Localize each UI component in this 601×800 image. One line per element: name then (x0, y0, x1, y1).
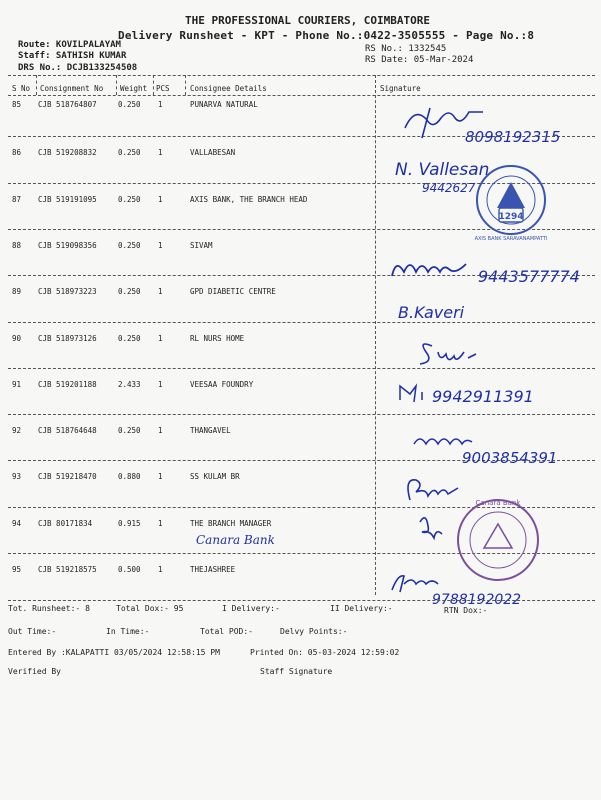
drs-number: DRS No.: DCJB133254508 (18, 63, 138, 73)
signature-95-icon (392, 576, 438, 592)
row-consignment-no: CJB 518764648 (38, 426, 97, 436)
hw-phone-85: 8098192315 (465, 128, 561, 146)
row-sno: 90 (12, 333, 22, 343)
hw-phone-95: 9788192022 (432, 592, 522, 608)
i-delivery: I Delivery:- (222, 604, 280, 613)
row-pcs: 1 (158, 426, 163, 436)
signature-94-icon (420, 518, 442, 538)
signature-90-icon (420, 344, 476, 364)
row-weight: 0.250 (118, 333, 141, 343)
row-consignment-no: CJB 519218575 (38, 565, 97, 574)
row-pcs: 1 (158, 333, 163, 343)
row-pcs: 1 (158, 194, 163, 204)
row-weight: 0.250 (118, 194, 141, 204)
hw-phone-86: 9442627 (422, 181, 476, 195)
row-sno: 95 (12, 565, 22, 574)
staff-label: Staff: SATHISH KUMAR (18, 51, 127, 61)
row-sno: 89 (12, 287, 22, 297)
svg-text:AXIS BANK SARAVANAMPATTI: AXIS BANK SARAVANAMPATTI (474, 236, 548, 242)
row-consignee: RL NURS HOME (190, 333, 245, 343)
row-weight: 0.250 (118, 148, 141, 158)
row-consignee: THE BRANCH MANAGER (190, 518, 272, 528)
row-pcs: 1 (158, 518, 163, 528)
row-consignment-no: CJB 518764807 (38, 100, 97, 109)
row-sno: 93 (12, 472, 22, 482)
runsheet-subtitle: Delivery Runsheet - KPT - Phone No.:0422-3505555 - Page No.:8 (118, 29, 535, 42)
row-weight: 0.250 (118, 287, 141, 297)
row-consignee: THANGAVEL (190, 426, 231, 436)
row-pcs: 1 (158, 100, 163, 109)
delvy-points: Delvy Points:- (280, 627, 348, 636)
row-pcs: 1 (158, 240, 163, 250)
row-consignee: VEESAA FOUNDRY (190, 379, 254, 389)
row-weight: 0.250 (118, 426, 141, 436)
signature-88-icon (392, 264, 466, 276)
signature-93-icon (408, 480, 458, 500)
row-weight: 0.880 (118, 472, 141, 482)
row-consignee: VALLABESAN (190, 148, 236, 158)
row-weight: 0.250 (118, 100, 141, 109)
col-header-consignee: Consignee Details (190, 84, 267, 93)
row-weight: 0.500 (118, 565, 141, 574)
verified-by: Verified By (8, 667, 61, 676)
canara-bank-stamp-icon (458, 499, 538, 580)
route-label: Route: KOVILPALAYAM (18, 40, 121, 50)
row-consignment-no: CJB 519098356 (38, 240, 97, 250)
hw-phone-92: 9003854391 (462, 449, 558, 467)
row-sno: 87 (12, 194, 22, 204)
row-pcs: 1 (158, 148, 163, 158)
hw-phone-91: 9942911391 (432, 387, 534, 406)
signature-91-icon (400, 386, 422, 402)
row-consignment-no: CJB 80171834 (38, 518, 93, 528)
row-sno: 86 (12, 148, 22, 158)
in-time: In Time:- (106, 627, 150, 636)
row-consignee: SS KULAM BR (190, 472, 240, 482)
axis-bank-stamp-icon (475, 166, 548, 242)
hw-phone-88: 9443577774 (478, 267, 580, 286)
hw-name-89: B.Kaveri (398, 303, 465, 322)
out-time: Out Time:- (8, 627, 57, 636)
row-sno: 94 (12, 518, 22, 528)
row-consignment-no: CJB 518973223 (38, 287, 97, 297)
row-consignment-no: CJB 519201188 (38, 379, 97, 389)
rs-date: RS Date: 05-Mar-2024 (365, 55, 474, 65)
total-dox: Total Dox:- 95 (116, 604, 184, 613)
row-consignee: SIVAM (190, 240, 213, 250)
row-consignment-no: CJB 519191095 (38, 194, 97, 204)
total-runsheet: Tot. Runsheet:- 8 (8, 604, 90, 613)
col-header-sno: S No (12, 84, 31, 93)
row-consignment-no: CJB 518973126 (38, 333, 97, 343)
row-pcs: 1 (158, 472, 163, 482)
row-consignee: GPD DIABETIC CENTRE (190, 287, 276, 297)
hw-note-94: Canara Bank (196, 533, 275, 547)
row-weight: 2.433 (118, 379, 141, 389)
entered-by: Entered By :KALAPATTI 03/05/2024 12:58:15 PM (8, 648, 220, 657)
footer-rule (8, 600, 595, 601)
row-consignment-no: CJB 519218470 (38, 472, 97, 482)
rtn-dox: RTN Dox:- (444, 606, 488, 615)
signature-92-icon (414, 439, 472, 444)
rs-number: RS No.: 1332545 (365, 44, 447, 54)
col-header-weight: Weight (120, 84, 148, 93)
svg-text:1294: 1294 (498, 212, 524, 222)
row-pcs: 1 (158, 379, 163, 389)
hw-name-86: N. Vallesan (395, 160, 490, 180)
col-header-consignment: Consignment No (40, 84, 104, 93)
ii-delivery: II Delivery:- (330, 604, 393, 613)
row-pcs: 1 (158, 565, 163, 574)
row-weight: 0.250 (118, 240, 141, 250)
total-pod: Total POD:- (200, 627, 253, 636)
row-consignment-no: CJB 519208832 (38, 148, 97, 158)
svg-text:Canara Bank: Canara Bank (475, 499, 521, 507)
col-header-signature: Signature (380, 84, 421, 93)
col-header-pcs: PCS (156, 84, 170, 93)
document-title: THE PROFESSIONAL COURIERS, COIMBATORE (185, 14, 431, 27)
row-consignee: AXIS BANK, THE BRANCH HEAD (190, 194, 308, 204)
row-pcs: 1 (158, 287, 163, 297)
row-sno: 85 (12, 100, 22, 109)
staff-signature: Staff Signature (260, 667, 333, 676)
printed-on: Printed On: 05-03-2024 12:59:02 (250, 648, 400, 657)
row-sno: 92 (12, 426, 22, 436)
row-sno: 91 (12, 379, 22, 389)
row-consignee: THEJASHREE (190, 565, 236, 574)
row-sno: 88 (12, 240, 22, 250)
row-weight: 0.915 (118, 518, 141, 528)
row-consignee: PUNARVA NATURAL (190, 100, 258, 109)
